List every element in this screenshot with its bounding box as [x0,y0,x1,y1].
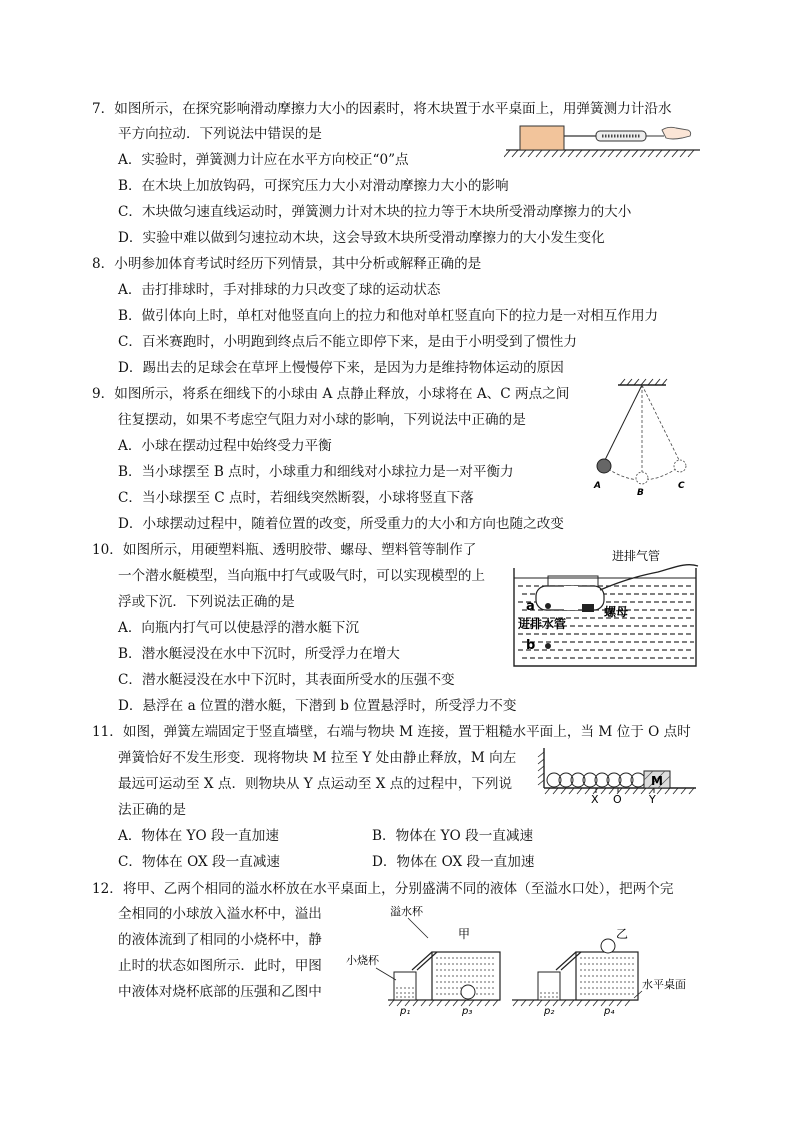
q7-stem-line-2: 平方向拉动．下列说法中错误的是 [118,126,322,142]
q9-pendulum-figure [588,378,698,496]
q11-spring-figure [536,744,700,804]
q9-label-a: A [594,481,601,491]
q12-label-yi: 乙 [616,927,629,941]
q12-stem-line-3: 的液体流到了相同的小烧杯中，静 [118,932,322,948]
q12-stem-line-2: 全相同的小球放入溢水杯中，溢出 [118,906,322,922]
q12-stem-line-1: 12．将甲、乙两个相同的溢水杯放在水平桌面上，分别盛满不同的液体（至溢水口处），把两个完 [92,881,674,897]
q11-label-o: O [613,793,622,804]
q11-stem-line-3: 最远可运动至 X 点．则物块从 Y 点运动至 X 点的过程中，下列说 [118,776,513,792]
q8-option-c: C．百米赛跑时，小明跑到终点后不能立即停下来，是由于小明受到了惯性力 [118,334,577,350]
q9-option-c: C．当小球摆至 C 点时，若细线突然断裂，小球将竖直下落 [118,490,474,506]
q11-option-a: A．物体在 YO 段一直加速 [118,828,279,844]
q10-label-water-pipe: 进排水管 [518,617,567,631]
q12-label-overflow-cup: 溢水杯 [390,905,423,918]
q10-label-nut: 螺母 [604,605,629,619]
q10-option-c: C．潜水艇浸没在水中下沉时，其表面所受水的压强不变 [118,672,455,688]
q7-option-b: B．在木块上加放钩码，可探究压力大小对滑动摩擦力大小的影响 [118,178,509,194]
q11-label-x: X [591,793,599,804]
q11-option-c: C．物体在 OX 段一直减速 [118,854,280,870]
q12-stem-line-5: 中液体对烧杯底部的压强和乙图中 [118,984,322,1000]
q11-label-y: Y [649,793,656,804]
q9-label-b: B [637,488,644,496]
q7-friction-figure [504,120,704,162]
q9-label-c: C [678,481,685,491]
q7-option-c: C．木块做匀速直线运动时，弹簧测力计对木块的拉力等于木块所受滑动摩擦力的大小 [118,204,632,220]
q10-stem-line-1: 10．如图所示，用硬塑料瓶、透明胶带、螺母、塑料管等制作了 [92,542,477,558]
q9-stem-line-2: 往复摆动，如果不考虑空气阻力对小球的影响，下列说法中正确的是 [118,412,526,428]
q8-option-a: A．击打排球时，手对排球的力只改变了球的运动状态 [118,282,441,298]
q11-stem-line-2: 弹簧恰好不发生形变．现将物块 M 拉至 Y 处由静止释放，M 向左 [118,750,517,766]
q7-option-a: A．实验时，弹簧测力计应在水平方向校正“0”点 [118,152,409,168]
q8-option-b: B．做引体向上时，单杠对他竖直向上的拉力和他对单杠竖直向下的拉力是一对相互作用力 [118,308,659,324]
q9-option-a: A．小球在摆动过程中始终受力平衡 [118,438,332,454]
q12-label-p1: p₁ [400,1006,411,1017]
q7-stem-line-1: 7．如图所示，在探究影响滑动摩擦力大小的因素时，将木块置于水平桌面上，用弹簧测力计沿水 [92,101,672,117]
q7-option-d: D．实验中难以做到匀速拉动木块，这会导致木块所受滑动摩擦力的大小发生变化 [118,230,605,246]
q9-stem-line-1: 9．如图所示，将系在细线下的小球由 A 点静止释放，小球将在 A、C 两点之间 [92,386,570,402]
q12-label-small-beaker: 小烧杯 [346,954,379,967]
q12-stem-line-4: 止时的状态如图所示．此时，甲图 [118,958,322,974]
q11-option-d: D．物体在 OX 段一直加速 [372,854,535,870]
q12-label-p2: p₂ [544,1006,555,1017]
q12-label-p4: p₄ [604,1006,615,1017]
q9-option-d: D．小球摆动过程中，随着位置的改变，所受重力的大小和方向也随之改变 [118,516,564,532]
q12-label-p3: p₃ [462,1006,473,1017]
q8-option-d: D．踢出去的足球会在草坪上慢慢停下来，是因为力是维持物体运动的原因 [118,360,564,376]
q10-label-exhaust-pipe: 进排气管 [612,549,661,563]
q10-option-b: B．潜水艇浸没在水中下沉时，所受浮力在增大 [118,646,400,662]
q12-overflow-cups-figure [346,898,702,1020]
q11-label-m: M [651,774,663,788]
q10-label-b: b [526,638,536,653]
q10-stem-line-3: 浮或下沉．下列说法正确的是 [118,594,295,610]
q9-option-b: B．当小球摆至 B 点时，小球重力和细线对小球拉力是一对平衡力 [118,464,514,480]
q10-label-a: a [526,599,535,614]
q10-submarine-figure [508,538,704,670]
q11-stem-line-4: 法正确的是 [118,802,186,818]
q11-option-b: B．物体在 YO 段一直减速 [372,828,534,844]
q10-option-d: D．悬浮在 a 位置的潜水艇，下潜到 b 位置悬浮时，所受浮力不变 [118,698,517,714]
q10-option-a: A．向瓶内打气可以使悬浮的潜水艇下沉 [118,620,359,636]
q10-stem-line-2: 一个潜水艇模型，当向瓶中打气或吸气时，可以实现模型的上 [118,568,486,584]
q11-stem-line-1: 11．如图，弹簧左端固定于竖直墙壁，右端与物块 M 连接，置于粗糙水平面上，当 M 位于 O 点时 [92,724,691,740]
q12-label-jia: 甲 [458,927,471,941]
q12-label-table: 水平桌面 [642,978,686,991]
q8-stem: 8．小明参加体育考试时经历下列情景，其中分析或解释正确的是 [92,256,482,272]
